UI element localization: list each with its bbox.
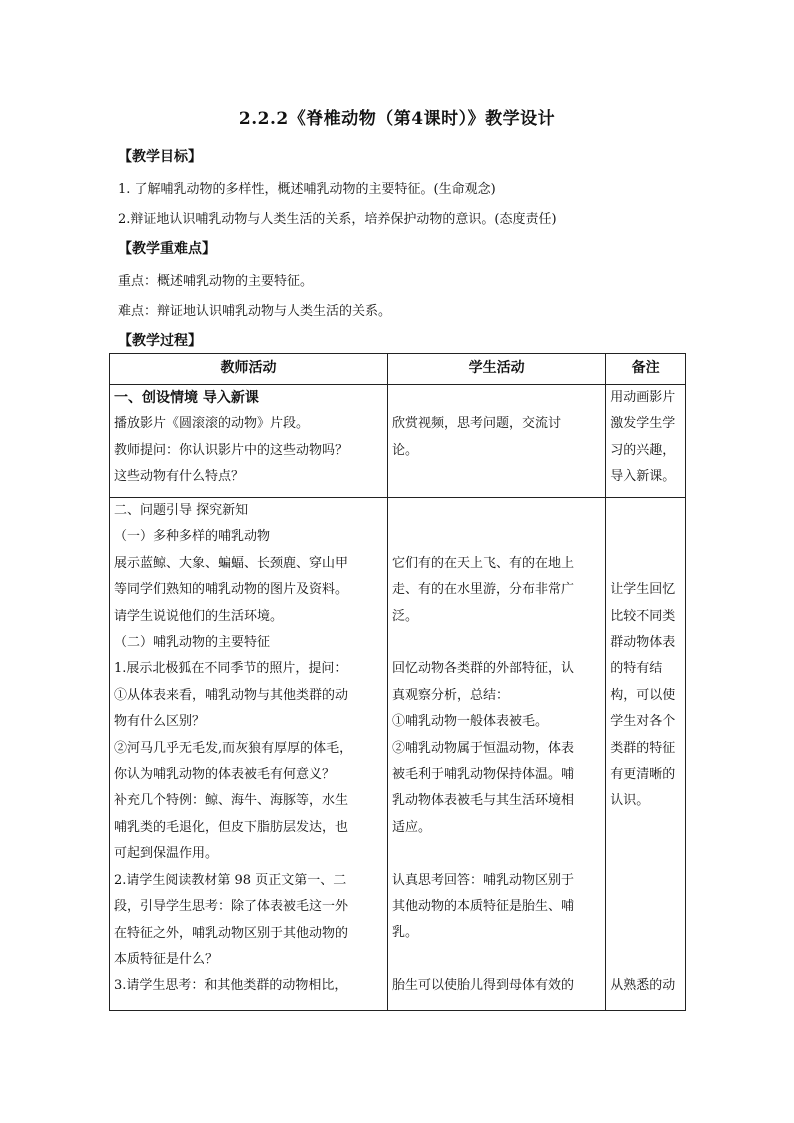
text-line: 3.请学生思考：和其他类群的动物相比， — [114, 978, 348, 994]
text-line: 展示蓝鲸、大象、蝙蝠、长颈鹿、穿山甲 — [114, 555, 349, 571]
table-header-row — [110, 354, 686, 385]
text-line: 胎生可以使胎儿得到母体有效的 — [392, 978, 575, 994]
text-line: 播放影片《圆滚滚的动物》片段。 — [114, 416, 310, 432]
text-line: （一）多种多样的哺乳动物 — [114, 529, 271, 545]
objective-item-2: 2.辩证地认识哺乳动物与人类生活的关系，培养保护动物的意识。(态度责任) — [118, 212, 557, 227]
text-line: 泛。 — [392, 608, 419, 624]
text-line: 1.展示北极狐在不同季节的照片，提问： — [114, 661, 348, 677]
text-line: 认真思考回答：哺乳动物区别于 — [392, 872, 575, 888]
text-line: 回忆动物各类群的外部特征，认 — [392, 661, 575, 677]
text-line: 你认为哺乳动物的体表被毛有何意义？ — [114, 767, 336, 783]
text-line: 二、问题引导 探究新知 — [114, 503, 249, 518]
text-line: 本质特征是什么？ — [114, 951, 219, 967]
column-header-teacher: 教师活动 — [110, 354, 388, 385]
text-line: 这些动物有什么特点？ — [114, 469, 245, 485]
spacer — [610, 947, 681, 973]
text-line: 认识。 — [610, 793, 650, 809]
key-point-difficult: 难点：辩证地认识哺乳动物与人类生活的关系。 — [118, 304, 392, 319]
text-line: 乳。 — [392, 925, 419, 941]
text-line: 补充几个特例：鲸、海牛、海豚等，水生 — [114, 793, 349, 809]
text-line: 请学生说说他们的生活环境。 — [114, 608, 284, 624]
section-heading: 一、创设情境 导入新课 — [114, 390, 259, 406]
text-line: 比较不同类 — [610, 608, 676, 624]
process-heading: 【教学过程】 — [118, 333, 202, 349]
note-cell — [606, 498, 686, 1011]
text-line: 构，可以使 — [610, 687, 676, 703]
text-line: ②哺乳动物属于恒温动物，体表 — [392, 740, 575, 756]
text-line: 物有什么区别？ — [114, 714, 206, 730]
text-line: ①从体表来看，哺乳动物与其他类群的动 — [114, 687, 349, 703]
column-header-note: 备注 — [606, 354, 686, 385]
text-line: 导入新课。 — [610, 469, 676, 485]
text-line: 2.请学生阅读教材第 98 页正文第一、二 — [114, 872, 347, 888]
text-line: ②河马几乎无毛发,而灰狼有厚厚的体毛， — [114, 740, 353, 756]
text-line: 用动画影片 — [610, 390, 676, 405]
text-line: 适应。 — [392, 819, 432, 835]
column-header-student: 学生活动 — [388, 354, 606, 385]
text-line: 学生对各个 — [610, 714, 676, 730]
text-line: 欣赏视频，思考问题，交流讨 — [392, 416, 562, 432]
text-line: 它们有的在天上飞、有的在地上 — [392, 555, 575, 571]
spacer — [392, 524, 601, 550]
spacer — [610, 868, 681, 894]
text-line: 的特有结 — [610, 661, 663, 677]
text-line: 在特征之外，哺乳动物区别于其他动物的 — [114, 925, 349, 941]
lesson-process-table — [109, 353, 686, 1011]
text-line: 激发学生学 — [610, 416, 676, 432]
text-line: 群动物体表 — [610, 634, 676, 650]
objective-item-1: 1. 了解哺乳动物的多样性，概述哺乳动物的主要特征。(生命观念) — [118, 182, 496, 197]
text-line: 论。 — [392, 442, 419, 458]
spacer — [610, 894, 681, 920]
key-points-heading: 【教学重难点】 — [118, 241, 216, 257]
text-line: 段，引导学生思考：除了体表被毛这一外 — [114, 899, 349, 915]
text-line: 被毛利于哺乳动物保持体温。哺 — [392, 767, 575, 783]
text-line: 走、有的在水里游，分布非常广 — [392, 582, 575, 598]
text-line: 类群的特征 — [610, 740, 676, 756]
spacer — [610, 524, 681, 550]
spacer — [610, 920, 681, 946]
spacer — [610, 498, 681, 524]
text-line: 乳动物体表被毛与其生活环境相 — [392, 793, 575, 809]
text-line: 让学生回忆 — [610, 582, 676, 598]
table-row — [110, 385, 686, 498]
text-line: 真观察分析，总结： — [392, 687, 510, 703]
text-line: 等同学们熟知的哺乳动物的图片及资料。 — [114, 582, 349, 598]
text-line: 其他动物的本质特征是胎生、哺 — [392, 899, 575, 915]
spacer — [610, 841, 681, 867]
text-line: （二）哺乳动物的主要特征 — [114, 635, 271, 651]
student-activity-cell — [388, 498, 606, 1011]
text-line: ①哺乳动物一般体表被毛。 — [392, 714, 549, 730]
spacer — [392, 630, 601, 656]
text-line: 从熟悉的动 — [610, 978, 676, 994]
spacer — [392, 385, 601, 411]
text-line: 哺乳类的毛退化，但皮下脂肪层发达，也 — [114, 819, 349, 835]
teacher-activity-cell — [110, 385, 388, 498]
text-line: 有更清晰的 — [610, 767, 676, 783]
key-point-important: 重点：概述哺乳动物的主要特征。 — [118, 274, 314, 289]
spacer — [392, 498, 601, 524]
note-cell — [606, 385, 686, 498]
student-activity-cell — [388, 385, 606, 498]
text-line: 教师提问：你认识影片中的这些动物吗？ — [114, 442, 349, 458]
spacer — [392, 947, 601, 973]
text-line: 习的兴趣， — [610, 442, 676, 458]
spacer — [610, 551, 681, 577]
spacer — [392, 841, 601, 867]
text-line: 可起到保温作用。 — [114, 846, 219, 862]
document-title: 2.2.2《脊椎动物（第4课时）》教学设计 — [238, 109, 556, 129]
table-row — [110, 498, 686, 1011]
teacher-activity-cell — [110, 498, 388, 1011]
spacer — [610, 815, 681, 841]
objectives-heading: 【教学目标】 — [118, 149, 202, 165]
